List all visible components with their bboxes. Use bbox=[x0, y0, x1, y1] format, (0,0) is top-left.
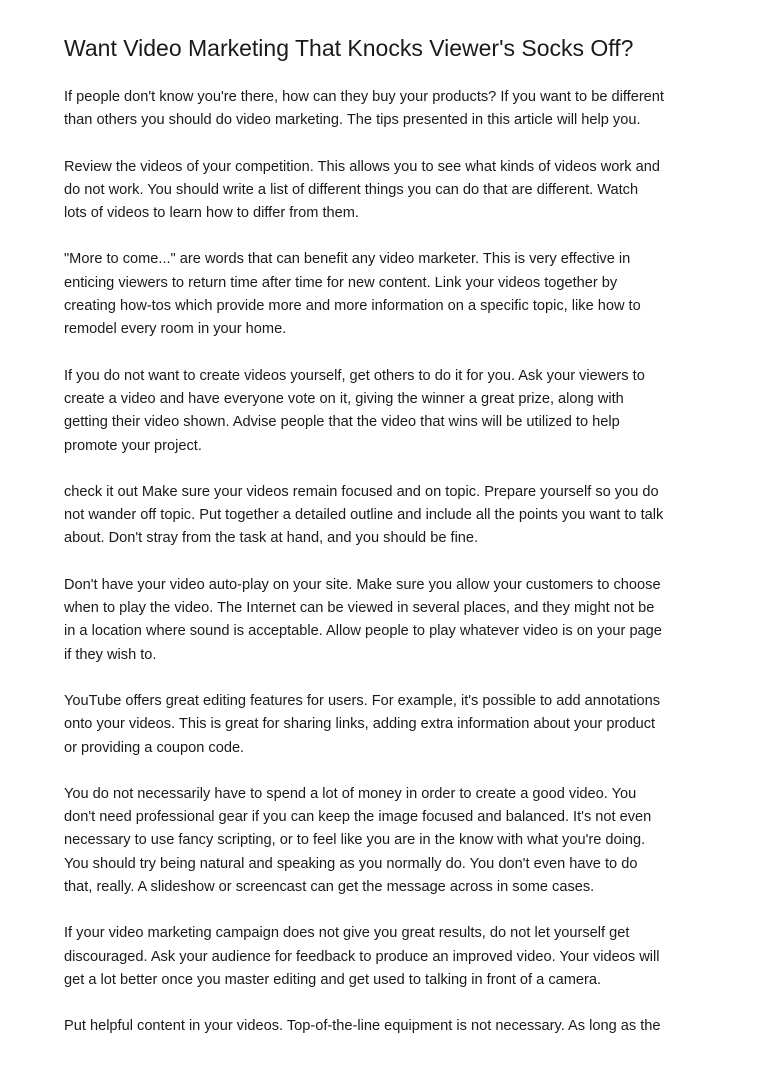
paragraph-line: check it out Make sure your videos remain focused and on topic. Prepare yourself so you do bbox=[64, 483, 659, 500]
body-paragraph bbox=[64, 1015, 709, 1038]
paragraph-line: about. Don't stray from the task at hand, and you should be fine. bbox=[64, 530, 479, 547]
paragraph-line: enticing viewers to return time after time for new content. Link your videos together by bbox=[64, 274, 618, 291]
paragraph-line: creating how-tos which provide more and more information on a specific topic, like how to bbox=[64, 298, 641, 315]
paragraph-line: You should try being natural and speaking as you normally do. You don't even have to do bbox=[64, 855, 638, 872]
body-paragraph bbox=[64, 481, 709, 551]
paragraph-line: in a location where sound is acceptable. Allow people to play whatever video is on your page bbox=[64, 623, 662, 640]
body-paragraph bbox=[64, 248, 709, 341]
paragraph-line: If people don't know you're there, how can they buy your products? If you want to be different bbox=[64, 89, 664, 105]
body-paragraph bbox=[64, 783, 709, 899]
body-paragraph bbox=[64, 574, 709, 667]
paragraph-line: promote your project. bbox=[64, 437, 202, 454]
paragraph-line: discouraged. Ask your audience for feedback to produce an improved video. Your videos will bbox=[64, 948, 660, 965]
paragraph-line: create a video and have everyone vote on it, giving the winner a great prize, along with bbox=[64, 390, 624, 407]
paragraph-line: when to play the video. The Internet can be viewed in several places, and they might not be bbox=[64, 600, 655, 617]
paragraph-line: lots of videos to learn how to differ from them. bbox=[64, 205, 359, 222]
document-title: Want Video Marketing That Knocks Viewer's Socks Off? bbox=[64, 35, 634, 61]
body-paragraph bbox=[64, 922, 709, 992]
paragraph-line: if they wish to. bbox=[64, 646, 157, 663]
paragraph-line: YouTube offers great editing features for users. For example, it's possible to add annotations bbox=[64, 692, 661, 709]
paragraph-line: If you do not want to create videos yourself, get others to do it for you. Ask your viewers to bbox=[64, 367, 645, 384]
paragraph-line: than others you should do video marketing. The tips presented in this article will help you. bbox=[64, 112, 641, 129]
paragraph-line: or providing a coupon code. bbox=[64, 739, 245, 756]
paragraph-line: "More to come..." are words that can benefit any video marketer. This is very effective in bbox=[64, 251, 631, 268]
paragraph-line: You do not necessarily have to spend a lot of money in order to create a good video. You bbox=[64, 785, 637, 802]
paragraph-line: onto your videos. This is great for sharing links, adding extra information about your product bbox=[64, 716, 656, 733]
paragraph-line: that, really. A slideshow or screencast can get the message across in some cases. bbox=[64, 879, 595, 896]
paragraph-line: remodel every room in your home. bbox=[64, 321, 287, 338]
paragraph-line: not wander off topic. Put together a detailed outline and include all the points you want to talk bbox=[64, 507, 664, 524]
paragraph-line: Put helpful content in your videos. Top-of-the-line equipment is not necessary. As long as the bbox=[64, 1018, 661, 1035]
paragraph-line: don't need professional gear if you can keep the image focused and balanced. It's not even bbox=[64, 809, 652, 826]
paragraph-line: necessary to use fancy scripting, or to feel like you are in the know with what you're doing. bbox=[64, 832, 646, 849]
paragraph-line: If your video marketing campaign does not give you great results, do not let yourself get bbox=[64, 925, 630, 942]
paragraph-line: get a lot better once you master editing and get used to talking in front of a camera. bbox=[64, 971, 602, 988]
body-paragraph bbox=[64, 86, 709, 133]
paragraph-line: Review the videos of your competition. This allows you to see what kinds of videos work and bbox=[64, 158, 660, 175]
document-body bbox=[64, 86, 709, 1039]
body-paragraph bbox=[64, 156, 709, 226]
paragraph-line: getting their video shown. Advise people that the video that wins will be utilized to help bbox=[64, 414, 620, 431]
paragraph-line: Don't have your video auto-play on your site. Make sure you allow your customers to choose bbox=[64, 576, 661, 593]
body-paragraph bbox=[64, 690, 709, 760]
paragraph-line: do not work. You should write a list of different things you can do that are different. Watch bbox=[64, 181, 639, 198]
body-paragraph bbox=[64, 365, 709, 458]
